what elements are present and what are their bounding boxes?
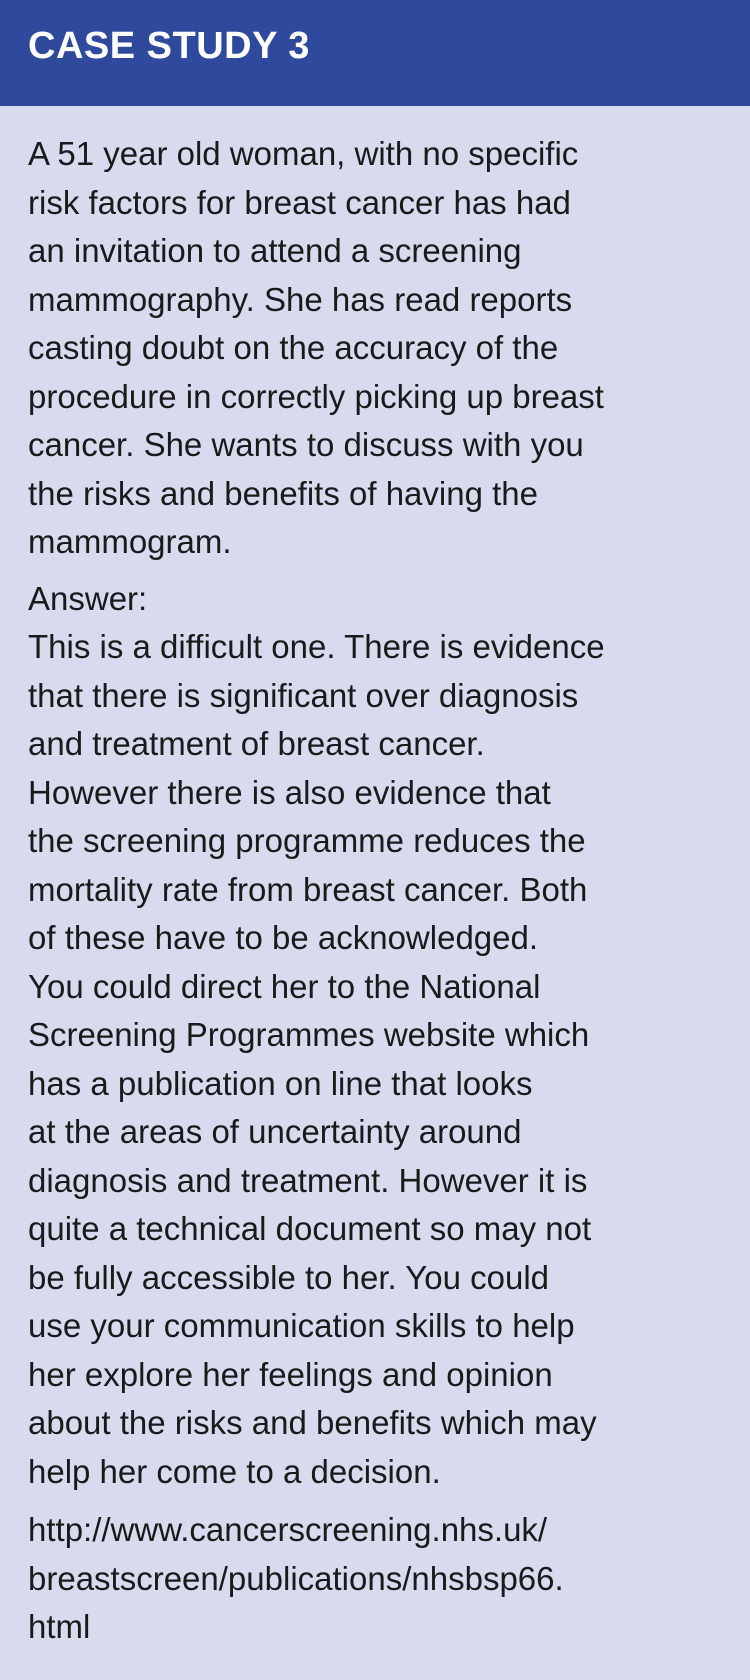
case-study-body [0, 106, 750, 1652]
reference-url: http://www.cancerscreening.nhs.uk/ breastscreen/publications/nhsbsp66. html [28, 1511, 564, 1645]
case-study-header [0, 0, 750, 106]
scenario-text: A 51 year old woman, with no specific risk factors for breast cancer has had an invitation to attend a screening mammography. She has read reports casting doubt on the accuracy of the procedure in correctly picking up breast cancer. She wants to discuss with you the risks and benefits of having the mammogram. [28, 135, 604, 560]
case-study-title: CASE STUDY 3 [28, 24, 310, 67]
answer-label: Answer: [28, 579, 148, 617]
answer-text: This is a difficult one. There is evidence that there is significant over diagnosis and treatment of breast cancer. However there is also evidence that the screening programme reduces the mortality rate from breast cancer. Both of these have to be acknowledged. You could direct her to the National Screening Programmes website which has a publication on line that looks at the areas of uncertainty around diagnosis and treatment. However it is quite a technical document so may not be fully accessible to her. You could use your communication skills to help her explore her feelings and opinion about the risks and benefits which may help her come to a decision. [28, 628, 605, 1490]
